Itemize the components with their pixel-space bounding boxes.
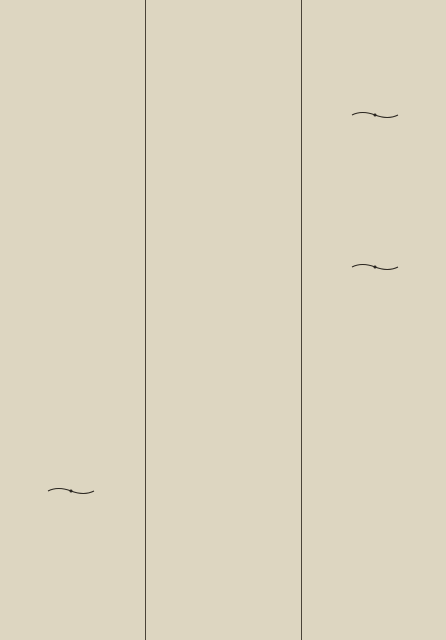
column-rule bbox=[301, 0, 302, 640]
flourish-divider bbox=[350, 110, 400, 120]
column-3 bbox=[304, 0, 446, 640]
flourish-divider bbox=[350, 262, 400, 272]
column-1 bbox=[0, 0, 142, 640]
column-rule bbox=[145, 0, 146, 640]
flourish-divider bbox=[46, 486, 96, 496]
column-2 bbox=[148, 0, 300, 640]
